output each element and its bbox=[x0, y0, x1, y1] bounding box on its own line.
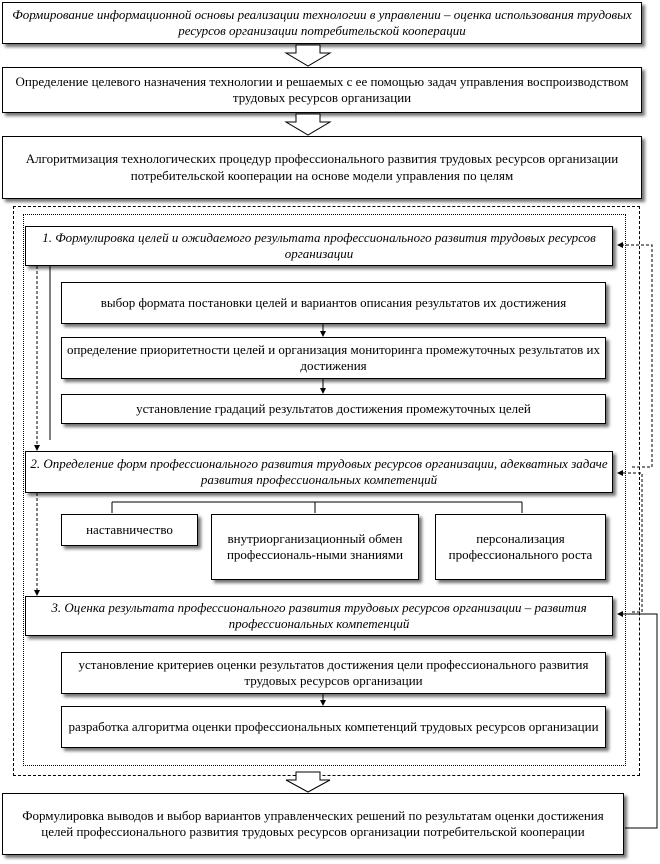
stage2-title: 2. Определение форм профессионального развития трудовых ресурсов организации, адекватных задаче развития профессиональных компетенций bbox=[30, 455, 608, 487]
stage1-item-2: определение приоритетности целей и организация мониторинга промежуточных результатов их достижения bbox=[66, 341, 601, 373]
stage3-item-2-box bbox=[61, 706, 606, 748]
stage3-item-2: разработка алгоритма оценки профессиональных компетенций трудовых ресурсов организации bbox=[68, 718, 599, 734]
conclusions-text: Формулировка выводов и выбор вариантов управленческих решений по результатам оценки достижения целей профессионального развития трудовых ресурсов организации потребительской кооперации bbox=[22, 807, 604, 839]
block-arrow-2 bbox=[286, 114, 330, 135]
conclusions-box bbox=[2, 793, 624, 855]
stage1-title-box bbox=[25, 226, 613, 266]
info-basis-text: Формирование информационной основы реализации технологии в управлении – оценка использования трудовых ресурсов организации потребительской кооперации bbox=[12, 6, 632, 38]
stage1-item-3: установление градаций результатов достижения промежуточных целей bbox=[136, 400, 531, 416]
info-basis-box bbox=[2, 2, 642, 44]
form-personalization: персонализация профессионального роста bbox=[448, 530, 593, 562]
stage2-title-box bbox=[25, 451, 613, 493]
stage1-item-2-box bbox=[61, 337, 606, 379]
form-knowledge-exchange-box bbox=[211, 514, 419, 580]
stage1-item-1-box bbox=[61, 282, 606, 324]
algorithmization-box bbox=[2, 136, 642, 199]
form-mentoring: наставничество bbox=[86, 521, 173, 537]
stage3-item-1: установление критериев оценки результатов достижения цели профессионального развития трудовых ресурсов организации bbox=[78, 656, 589, 688]
stage1-title: 1. Формулировка целей и ожидаемого результата профессионального развития трудовых ресурсов организации bbox=[42, 229, 596, 261]
form-personalization-box bbox=[435, 514, 606, 580]
stage3-title: 3. Оценка результата профессионального развития трудовых ресурсов организации – развития профессиональных компетенций bbox=[51, 599, 587, 631]
stage3-item-1-box bbox=[61, 652, 606, 694]
purpose-box bbox=[2, 67, 642, 113]
stage1-item-3-box bbox=[61, 394, 606, 424]
form-mentoring-box bbox=[61, 514, 198, 546]
algorithmization-text: Алгоритмизация технологических процедур профессионального развития трудовых ресурсов организации потребительской кооперации на основе модели управления по целям bbox=[25, 151, 619, 183]
form-knowledge-exchange: внутриорганизационный обмен профессиональ-ными знаниями bbox=[226, 530, 404, 562]
purpose-text: Определение целевого назначения технологии и решаемых с ее помощью задач управления воспроизводством трудовых ресурсов организации bbox=[15, 73, 629, 105]
stage3-title-box bbox=[25, 596, 613, 636]
block-arrow-1 bbox=[286, 45, 330, 66]
stage1-item-1: выбор формата постановки целей и вариантов описания результатов их достижения bbox=[100, 294, 567, 310]
